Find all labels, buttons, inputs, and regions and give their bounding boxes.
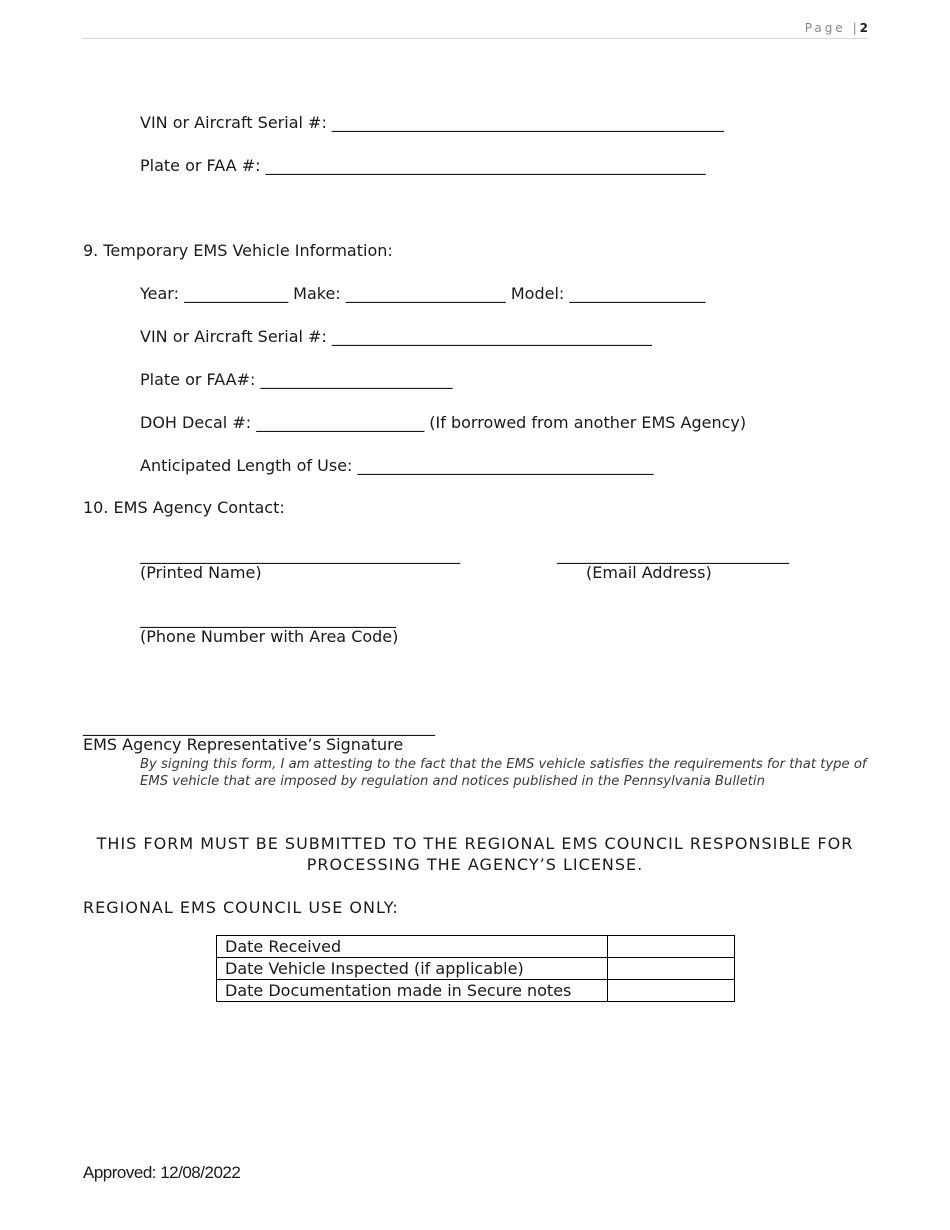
approved-date: Approved: 12/08/2022 — [83, 1163, 241, 1182]
year-make-model-line[interactable]: Year: _____________ Make: ____________________ Model: _________________ — [140, 284, 706, 303]
date-received-cell[interactable] — [608, 936, 735, 958]
agency-contact-heading: 10. EMS Agency Contact: — [83, 498, 285, 517]
plate-field-line[interactable]: Plate or FAA #: _______________________________________________________ — [140, 156, 706, 175]
date-documentation-cell[interactable] — [608, 980, 735, 1002]
council-use-table — [216, 935, 735, 1002]
council-use-heading: REGIONAL EMS COUNCIL USE ONLY: — [83, 898, 399, 917]
temporary-vehicle-heading: 9. Temporary EMS Vehicle Information: — [83, 241, 393, 260]
date-received-label: Date Received — [217, 936, 608, 958]
signature-blank[interactable]: ____________________________________________ — [83, 717, 435, 736]
page-number-header — [805, 21, 868, 35]
phone-label: (Phone Number with Area Code) — [140, 627, 399, 646]
page-separator: | — [852, 21, 860, 35]
email-label: (Email Address) — [586, 563, 712, 582]
attestation-text: By signing this form, I am attesting to the fact that the EMS vehicle satisfies the requirements for that type of EMS vehicle that are imposed by regulation and notices published in the Pennsylvania Bulletin — [140, 757, 867, 789]
date-inspected-cell[interactable] — [608, 958, 735, 980]
signature-label: EMS Agency Representative’s Signature — [83, 735, 404, 754]
page-number: 2 — [859, 21, 868, 35]
date-inspected-label: Date Vehicle Inspected (if applicable) — [217, 958, 608, 980]
submission-notice: THIS FORM MUST BE SUBMITTED TO THE REGIONAL EMS COUNCIL RESPONSIBLE FOR PROCESSING THE AGENCY’S LICENSE. — [96, 834, 854, 874]
temp-plate-field-line[interactable]: Plate or FAA#: ________________________ — [140, 370, 453, 389]
length-of-use-field-line[interactable]: Anticipated Length of Use: _____________________________________ — [140, 456, 654, 475]
vin-field-line[interactable]: VIN or Aircraft Serial #: _________________________________________________ — [140, 113, 724, 132]
date-documentation-label: Date Documentation made in Secure notes — [217, 980, 608, 1002]
table-row — [217, 958, 735, 980]
temp-vin-field-line[interactable]: VIN or Aircraft Serial #: ________________________________________ — [140, 327, 652, 346]
email-blank[interactable]: _____________________________ — [557, 545, 789, 564]
table-row — [217, 936, 735, 958]
doh-decal-field-line[interactable]: DOH Decal #: _____________________ (If borrowed from another EMS Agency) — [140, 413, 747, 432]
printed-name-blank[interactable]: ________________________________________ — [140, 545, 460, 564]
phone-blank[interactable]: ________________________________ — [140, 609, 396, 628]
page-word: Page — [804, 21, 846, 35]
header-divider — [82, 38, 868, 39]
printed-name-label: (Printed Name) — [140, 563, 262, 582]
table-row — [217, 980, 735, 1002]
